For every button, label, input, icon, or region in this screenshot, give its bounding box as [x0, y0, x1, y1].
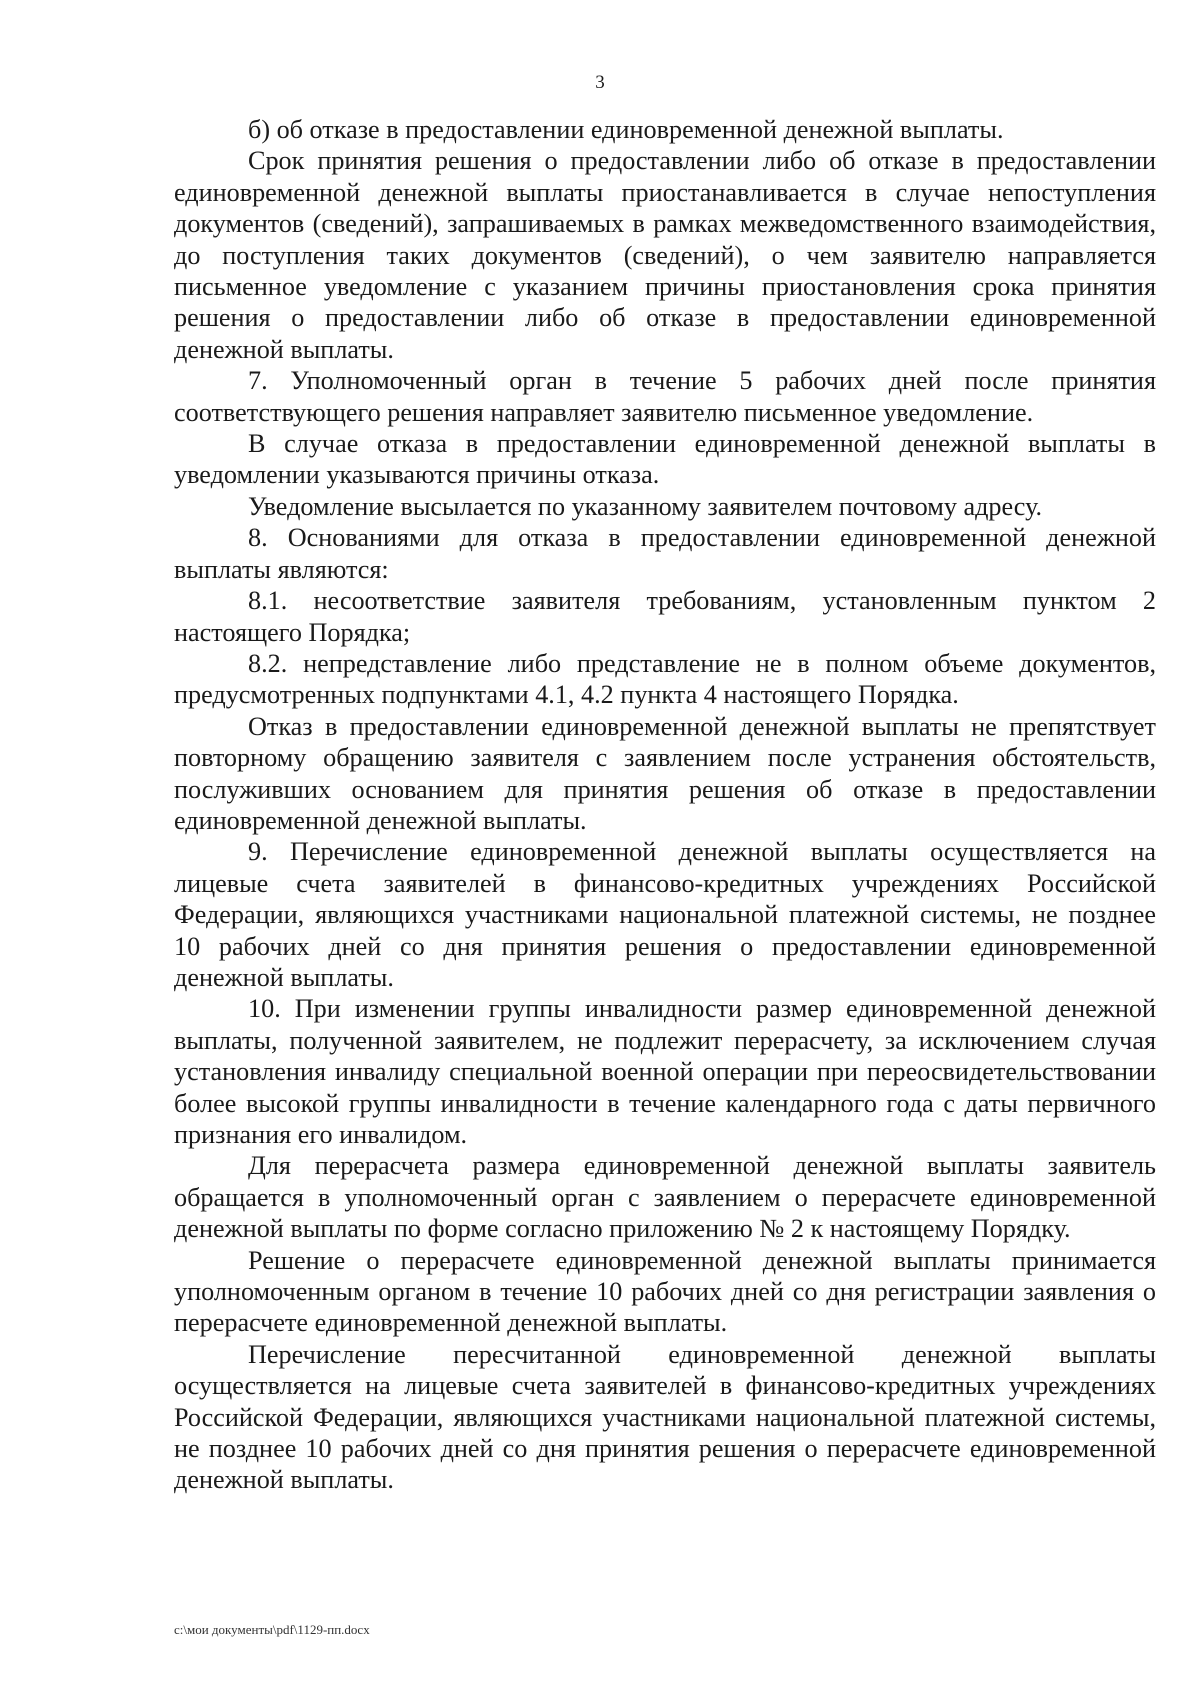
- paragraph-refusal-reasons-notice: В случае отказа в предоставлении единовременной денежной выплаты в уведомлении указываются причины отказа.: [174, 429, 1156, 490]
- file-path-footer: c:\мои документы\pdf\1129-пп.docx: [174, 1622, 370, 1637]
- paragraph-refusal-item-b: б) об отказе в предоставлении единовременной денежной выплаты.: [248, 115, 1004, 144]
- paragraph-recalculated-transfer: Перечисление пересчитанной единовременной денежной выплаты осуществляется на лицевые счета заявителей в финансово-кредитных учреждениях Российской Федерации, являющихся участниками национальной платежной системы, не позднее 10 рабочих дней со дня принятия решения о перерасчете единовременной денежной выплаты.: [174, 1339, 1156, 1495]
- paragraph-notice-mailing: Уведомление высылается по указанному заявителем почтовому адресу.: [248, 491, 1043, 521]
- paragraph-decision-suspension: Срок принятия решения о предоставлении либо об отказе в предоставлении единовременной денежной выплаты приостанавливается в случае непоступления документов (сведений), запрашиваемых в рамках межведомственного взаимодействия, до поступления таких документов (сведений), о чем заявителю направляется письменное уведомление с указанием причины приостановления срока принятия решения о предоставлении либо об отказе в предоставлении единовременной денежной выплаты.: [174, 146, 1156, 364]
- paragraph-clause-10: 10. При изменении группы инвалидности размер единовременной денежной выплаты, полученной заявителем, не подлежит перерасчету, за исключением случая установления инвалиду специальной военной операции при переосвидетельствовании более высокой группы инвалидности в течение календарного года с даты первичного признания его инвалидом.: [174, 994, 1156, 1149]
- paragraph-clause-7: 7. Уполномоченный орган в течение 5 рабочих дней после принятия соответствующего решения направляет заявителю письменное уведомление.: [174, 366, 1156, 427]
- page-number: 3: [595, 72, 605, 93]
- paragraph-clause-9: 9. Перечисление единовременной денежной выплаты осуществляется на лицевые счета заявителей в финансово-кредитных учреждениях Российской Федерации, являющихся участниками национальной платежной системы, не позднее 10 рабочих дней со дня принятия решения о предоставлении единовременной денежной выплаты.: [174, 837, 1156, 992]
- document-body: [174, 114, 1156, 1496]
- paragraph-repeat-application: Отказ в предоставлении единовременной денежной выплаты не препятствует повторному обращению заявителя с заявлением после устранения обстоятельств, послуживших основанием для принятия решения об отказе в предоставлении единовременной денежной выплаты.: [174, 711, 1156, 835]
- paragraph-clause-8-2: 8.2. непредставление либо представление не в полном объеме документов, предусмотренных подпунктами 4.1, 4.2 пункта 4 настоящего Порядка.: [174, 648, 1156, 710]
- paragraph-clause-8-1: 8.1. несоответствие заявителя требованиям, установленным пунктом 2 настоящего Порядка;: [174, 586, 1156, 647]
- paragraph-clause-8: 8. Основаниями для отказа в предоставлении единовременной денежной выплаты являются:: [174, 523, 1156, 584]
- paragraph-recalculation-decision: Решение о перерасчете единовременной денежной выплаты принимается уполномоченным органом в течение 10 рабочих дней со дня регистрации заявления о перерасчете единовременной денежной выплаты.: [174, 1245, 1156, 1338]
- paragraph-recalculation-request: Для перерасчета размера единовременной денежной выплаты заявитель обращается в уполномоченный орган с заявлением о перерасчете единовременной денежной выплаты по форме согласно приложению № 2 к настоящему Порядку.: [174, 1151, 1156, 1244]
